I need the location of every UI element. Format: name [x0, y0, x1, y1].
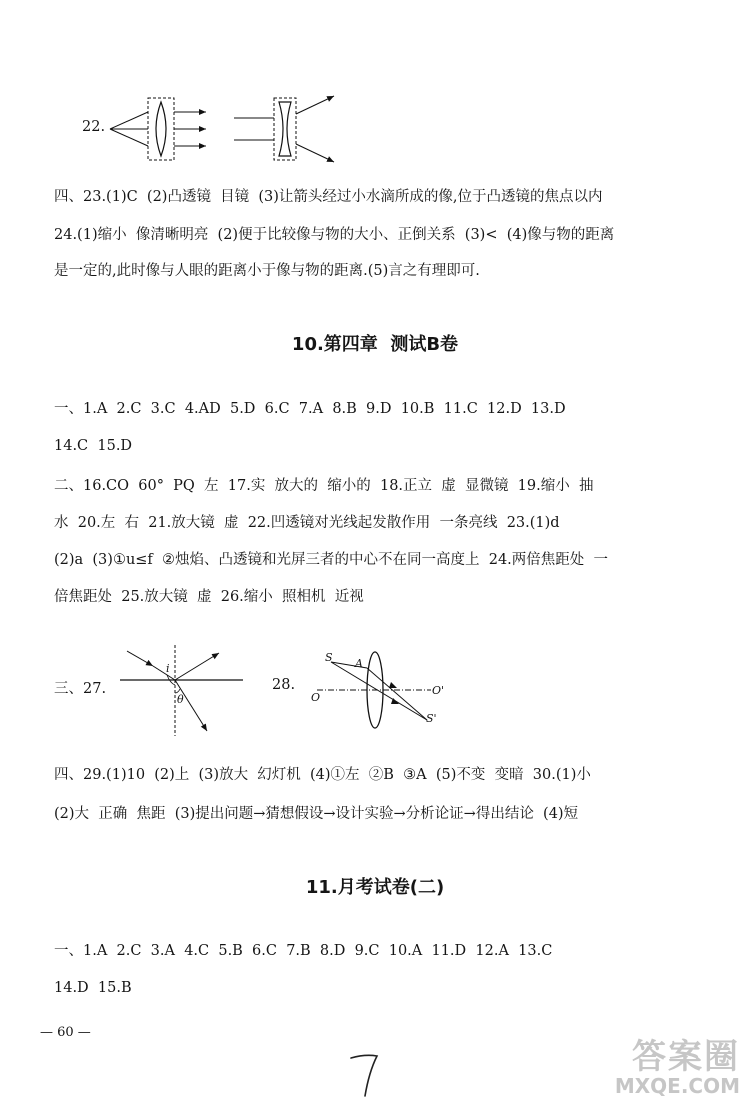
- answer-line-23: 四、23.(1)C (2)凸透镜 目镜 (3)让箭头经过小水滴所成的像,位于凸透镜的焦点以内: [54, 189, 603, 205]
- figure-28-label: 28.: [272, 677, 296, 693]
- handwritten-seven: [345, 1050, 385, 1100]
- angle-theta-label: θ: [177, 693, 184, 706]
- point-A-label: A: [355, 657, 363, 670]
- answer-line: 二、16.CO 60° PQ 左 17.实 放大的 缩小的 18.正立 虚 显微镜 19.缩小 抽: [54, 478, 594, 494]
- point-S-label: S: [325, 651, 333, 664]
- watermark-logo: [615, 1039, 740, 1097]
- watermark-line2: MXQE.COM: [614, 1074, 740, 1098]
- watermark-line1: 答案圈: [632, 1037, 740, 1077]
- page-number: — 60 —: [40, 1025, 91, 1040]
- answer-line: 水 20.左 右 21.放大镜 虚 22.凹透镜对光线起发散作用 一条亮线 23.(1)d: [54, 515, 560, 531]
- answer-line: (2)大 正确 焦距 (3)提出问题→猜想假设→设计实验→分析论证→得出结论 (4)短: [54, 806, 579, 822]
- answer-line: 一、1.A 2.C 3.A 4.C 5.B 6.C 7.B 8.D 9.C 10.A 11.D 12.A 13.C: [54, 943, 553, 959]
- point-O-prime-label: O': [432, 684, 445, 697]
- figure-27-reflection-refraction: [115, 643, 255, 738]
- answer-line: 倍焦距处 25.放大镜 虚 26.缩小 照相机 近视: [54, 589, 364, 605]
- section-heading-11: 11.月考试卷(二): [305, 877, 445, 898]
- answer-line: 四、29.(1)10 (2)上 (3)放大 幻灯机 (4)①左 ②B ③A (5)不变 变暗 30.(1)小: [54, 767, 591, 783]
- point-S-prime-label: S': [426, 712, 437, 725]
- answer-line-24: 24.(1)缩小 像清晰明亮 (2)便于比较像与物的大小、正倒关系 (3)< (4)像与物的距离: [54, 227, 615, 243]
- answer-line: 14.D 15.B: [54, 980, 132, 996]
- answer-line: 一、1.A 2.C 3.C 4.AD 5.D 6.C 7.A 8.B 9.D 10.B 11.C 12.D 13.D: [54, 401, 566, 417]
- answer-line-24-cont: 是一定的,此时像与人眼的距离小于像与物的距离.(5)言之有理即可.: [54, 263, 480, 279]
- section-heading-10: 10.第四章 测试B卷: [291, 334, 459, 355]
- figure-22-label: 22.: [82, 119, 106, 135]
- answer-line: (2)a (3)①u≤f ②烛焰、凸透镜和光屏三者的中心不在同一高度上 24.两倍焦距处 一: [54, 552, 609, 568]
- figure-22-lens-diagram: [100, 92, 340, 172]
- figure-27-label: 三、27.: [54, 681, 107, 697]
- point-O-label: O: [311, 691, 321, 704]
- answer-line: 14.C 15.D: [54, 438, 133, 454]
- angle-i-label: i: [166, 662, 170, 675]
